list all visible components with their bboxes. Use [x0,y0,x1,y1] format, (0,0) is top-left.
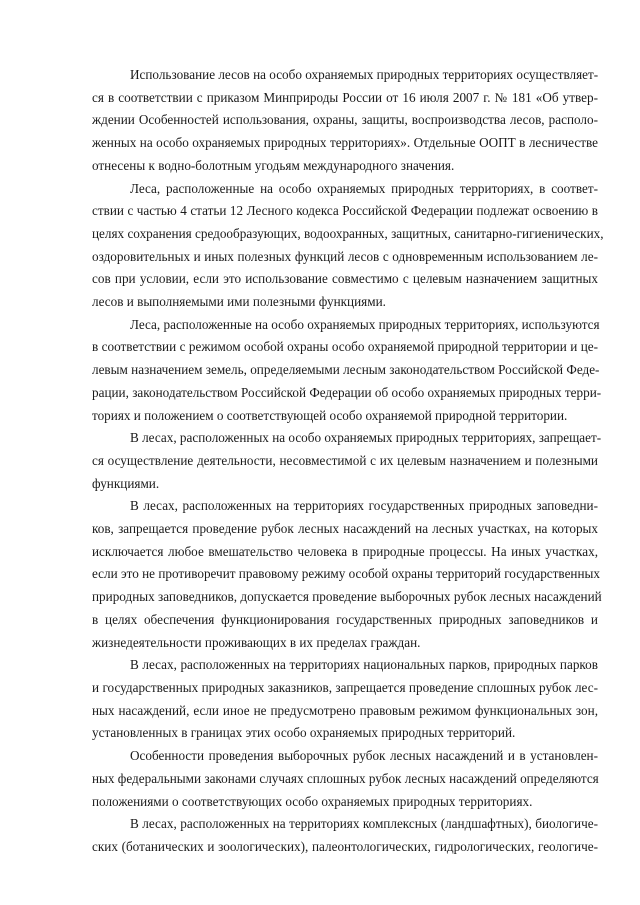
text-line: отнесены к водно-болотным угодьям международного значения. [92,157,455,173]
text-line: женных на особо охраняемых природных территориях». Отдельные ООПТ в лесничестве [92,135,598,151]
text-line: В лесах, расположенных на территориях комплексных (ландшафтных), биологиче- [130,816,598,832]
text-line: функциями. [92,475,160,491]
text-line: установленных в границах этих особо охраняемых природных территорий. [92,725,516,741]
paragraph [92,178,604,314]
text-line: ных федеральными законами случаях сплошных рубок лесных насаждений определяются [92,770,599,786]
text-line: ториях и положением о соответствующей особо охраняемой природной территории. [92,407,568,423]
text-line: ствии с частью 4 статьи 12 Лесного кодекса Российской Федерации подлежат освоению в [92,203,598,219]
body-text [92,64,604,859]
text-line: ся в соответствии с приказом Минприроды России от 16 июля 2007 г. № 181 «Об утвер- [92,89,598,105]
text-line: природных заповедников, допускается проведение выборочных рубок лесных насаждений [92,589,602,605]
text-line: сов при условии, если это использование совместимо с целевым назначением защитных [92,271,598,287]
paragraph [92,654,598,745]
text-line: Леса, расположенные на особо охраняемых природных территориях, в соответ- [130,180,598,196]
text-line: ся осуществление деятельности, несовместимой с их целевым назначением и полезными [92,452,598,468]
text-line: В лесах, расположенных на территориях национальных парков, природных парков [130,657,598,673]
text-line: если это не противоречит правовому режиму особой охраны территорий государственных [92,566,600,582]
text-line: в целях обеспечения функционирования государственных природных заповедников и [92,611,598,627]
text-line: рации, законодательством Российской Федерации об особо охраняемых природных терри- [92,384,602,400]
paragraph [92,745,598,813]
text-line: и государственных природных заказников, запрещается проведение сплошных рубок лес- [92,679,598,695]
paragraph [92,427,602,495]
paragraph [92,813,598,858]
text-line: целях сохранения средообразующих, водоохранных, защитных, санитарно-гигиенических, [92,225,604,241]
text-line: ных насаждений, если иное не предусмотрено правовым режимом функциональных зон, [92,702,598,718]
text-line: лесов и выполняемыми ими полезными функциями. [92,294,386,310]
paragraph [92,495,602,654]
text-line: Особенности проведения выборочных рубок лесных насаждений и в установлен- [130,748,598,764]
text-line: исключается любое вмешательство человека в природные процессы. На иных участках, [92,543,598,559]
text-line: ждении Особенностей использования, охраны, защиты, воспроизводства лесов, располо- [92,112,598,128]
text-line: в соответствии с режимом особой охраны особо охраняемой природной территории и це- [92,339,598,355]
paragraph [92,64,598,178]
text-line: жизнедеятельности проживающих в их пределах граждан. [92,634,421,650]
text-line: оздоровительных и иных полезных функций лесов с одновременным использованием ле- [92,248,598,264]
text-line: ков, запрещается проведение рубок лесных насаждений на лесных участках, на которых [92,521,598,537]
text-line: ских (ботанических и зоологических), палеонтологических, гидрологических, геологиче- [92,838,598,854]
text-line: левым назначением земель, определяемыми лесным законодательством Российской Феде- [92,362,600,378]
text-line: Леса, расположенные на особо охраняемых природных территориях, используются [130,316,600,332]
paragraph [92,314,602,428]
text-line: Использование лесов на особо охраняемых природных территориях осуществляет- [130,67,599,82]
text-line: положениями о соответствующих особо охраняемых природных территориях. [92,793,533,809]
text-line: В лесах, расположенных на особо охраняемых природных территориях, запрещает- [130,430,602,446]
text-line: В лесах, расположенных на территориях государственных природных заповедни- [130,498,598,514]
